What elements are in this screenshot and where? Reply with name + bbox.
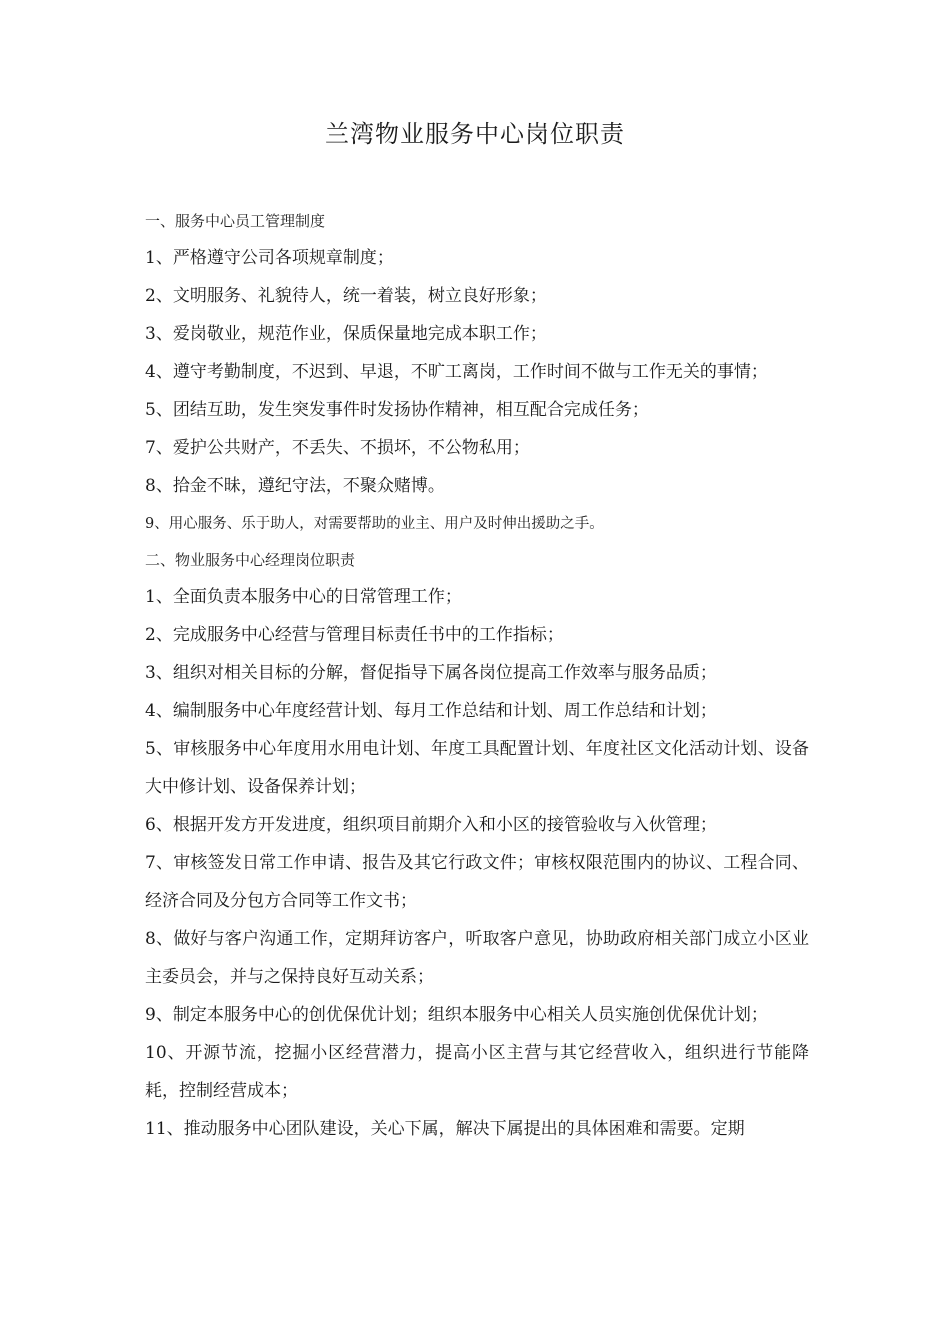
list-item: 7、爱护公共财产，不丢失、不损坏，不公物私用； [145,438,530,458]
document-body [145,204,809,1148]
list-item: 2、文明服务、礼貌待人，统一着装，树立良好形象； [145,286,547,306]
document-title: 兰湾物业服务中心岗位职责 [325,120,625,148]
list-item: 7、审核签发日常工作申请、报告及其它行政文件；审核权限范围内的协议、工程合同、经济合同及分包方合同等工作文书； [145,853,809,911]
list-item: 3、爱岗敬业，规范作业，保质保量地完成本职工作； [145,324,547,344]
list-item: 11、推动服务中心团队建设，关心下属，解决下属提出的具体困难和需要。定期 [145,1119,745,1139]
list-item: 8、做好与客户沟通工作，定期拜访客户，听取客户意见，协助政府相关部门成立小区业主委员会，并与之保持良好互动关系； [145,929,809,987]
list-item: 5、团结互助，发生突发事件时发扬协作精神，相互配合完成任务； [145,400,649,420]
list-item: 1、全面负责本服务中心的日常管理工作； [145,587,462,607]
list-item: 8、拾金不昧，遵纪守法，不聚众赌博。 [145,476,445,496]
list-item: 4、编制服务中心年度经营计划、每月工作总结和计划、周工作总结和计划； [145,701,717,721]
section-heading: 二、物业服务中心经理岗位职责 [145,551,356,569]
list-item: 3、组织对相关目标的分解，督促指导下属各岗位提高工作效率与服务品质； [145,663,717,683]
list-item: 6、根据开发方开发进度，组织项目前期介入和小区的接管验收与入伙管理； [145,815,717,835]
list-item: 2、完成服务中心经营与管理目标责任书中的工作指标； [145,625,564,645]
section-heading: 一、服务中心员工管理制度 [145,212,326,230]
list-item: 4、遵守考勤制度，不迟到、早退，不旷工离岗，工作时间不做与工作无关的事情； [145,362,768,382]
list-item: 1、严格遵守公司各项规章制度； [145,248,394,268]
list-item: 9、制定本服务中心的创优保优计划；组织本服务中心相关人员实施创优保优计划； [145,1005,768,1025]
list-item: 10、开源节流，挖掘小区经营潜力，提高小区主营与其它经营收入，组织进行节能降耗，控制经营成本； [145,1043,809,1101]
list-item: 9、用心服务、乐于助人，对需要帮助的业主、用户及时伸出援助之手。 [145,516,604,532]
list-item: 5、审核服务中心年度用水用电计划、年度工具配置计划、年度社区文化活动计划、设备大中修计划、设备保养计划； [145,739,809,797]
